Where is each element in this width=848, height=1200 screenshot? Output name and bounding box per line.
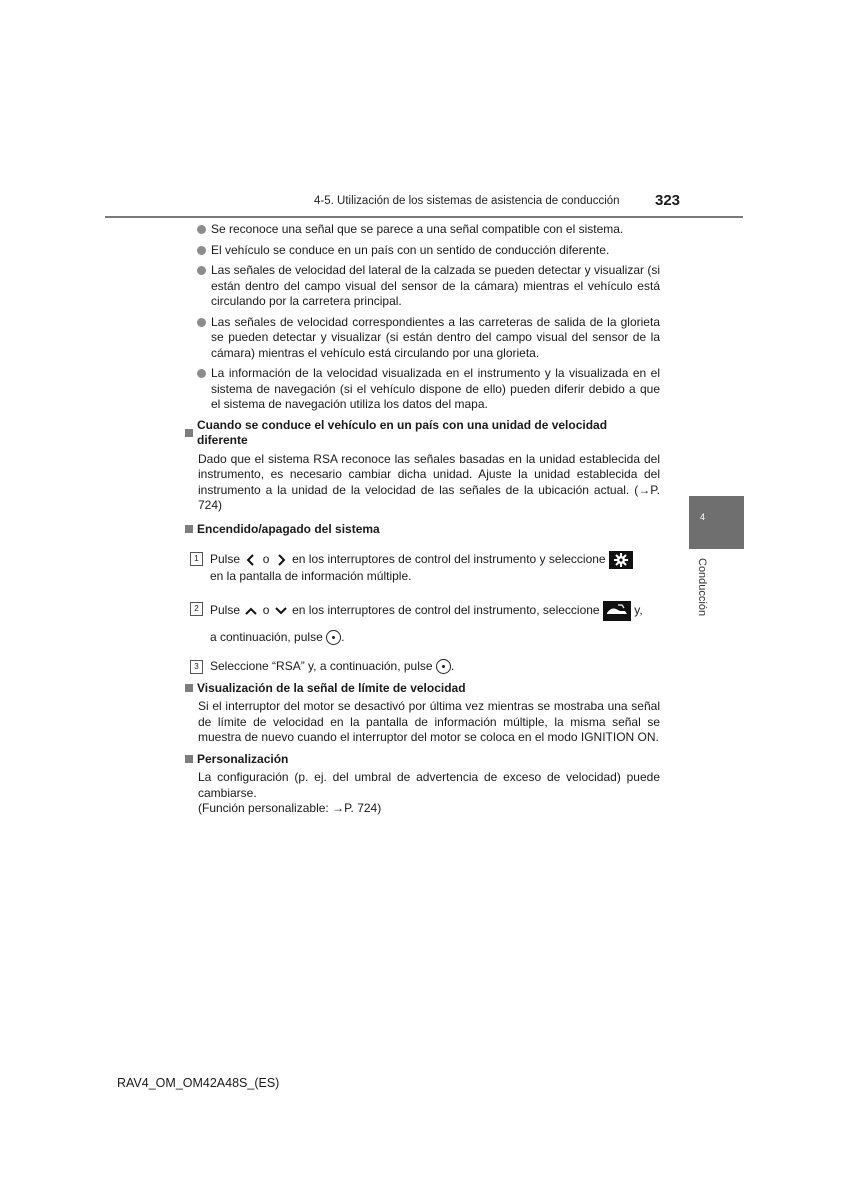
section-square-icon	[185, 525, 193, 533]
step-number: 2	[190, 602, 203, 616]
side-tab	[689, 496, 744, 549]
page-number: 323	[655, 192, 681, 209]
list-item: Se reconoce una señal que se parece a una señal compatible con el sistema.	[197, 222, 660, 238]
section-square-icon	[185, 429, 193, 437]
step-1: 1 Pulse o en los interruptores de control del instrumento y seleccione en la pantalla de información múltiple.	[185, 551, 660, 585]
section-on-off	[185, 522, 660, 675]
section-body: La configuración (p. ej. del umbral de advertencia de exceso de velocidad) puede cambiarse.	[198, 770, 660, 800]
chevron-up-icon	[243, 605, 259, 617]
section-title: Encendido/apagado del sistema	[197, 521, 380, 536]
list-item: Las señales de velocidad del lateral de la calzada se pueden detectar y visualizar (si están dentro del campo visual del sensor de la cámara) mientras el vehículo está circulando por la carretera principal.	[197, 263, 660, 310]
vehicle-assist-icon	[603, 601, 631, 621]
chevron-right-icon	[273, 553, 289, 567]
section-body: Dado que el sistema RSA reconoce las señales basadas en la unidad establecida del instrumento, es necesario cambiar dicha unidad. Ajuste la unidad establecida del instrumento a la unidad de la velocidad de las señales de la ubicación actual. (→P. 724)	[198, 451, 660, 512]
step-3: 3 Seleccione “RSA” y, a continuación, pulse .	[185, 659, 660, 675]
list-item: El vehículo se conduce en un país con un sentido de conducción diferente.	[197, 243, 660, 259]
side-tab-number: 4	[700, 512, 706, 522]
header-section-title: 4-5. Utilización de los sistemas de asistencia de conducción	[314, 195, 620, 207]
section-title: Personalización	[197, 751, 289, 766]
chevron-down-icon	[273, 605, 289, 617]
step-number: 1	[190, 552, 203, 566]
section-speed-display	[185, 681, 660, 746]
step-number: 3	[190, 660, 203, 674]
main-content	[185, 222, 660, 822]
step-2: 2 Pulse o en los interruptores de control del instrumento, seleccione y, a continuación, pulse .	[185, 601, 660, 646]
ok-button-icon	[436, 659, 451, 674]
section-speed-unit	[185, 418, 660, 514]
section-square-icon	[185, 755, 193, 763]
section-square-icon	[185, 684, 193, 692]
bullet-icon	[197, 369, 206, 378]
bullet-icon	[197, 318, 206, 327]
ok-button-icon	[326, 630, 341, 645]
footer-document-code: RAV4_OM_OM42A48S_(ES)	[117, 1076, 280, 1090]
list-item: Las señales de velocidad correspondientes a las carreteras de salida de la glorieta se pueden detectar y visualizar (si están dentro del campo visual del sensor de la cámara) mientras el vehículo está circulando por una glorieta.	[197, 315, 660, 362]
section-note: (Función personalizable: →P. 724)	[198, 801, 382, 815]
bullet-icon	[197, 266, 206, 275]
section-title: Visualización de la señal de límite de velocidad	[197, 680, 466, 695]
section-title: Cuando se conduce el vehículo en un país con una unidad de velocidad diferente	[196, 417, 608, 447]
header-rule	[105, 216, 743, 218]
side-tab-label: Conducción	[696, 558, 708, 617]
chevron-left-icon	[243, 553, 259, 567]
section-customization	[185, 752, 660, 817]
settings-gear-icon	[609, 551, 633, 569]
bullet-icon	[197, 225, 206, 234]
bullet-icon	[197, 246, 206, 255]
list-item: La información de la velocidad visualizada en el instrumento y la visualizada en el sistema de navegación (si el vehículo dispone de ello) pueden diferir debido a que el sistema de navegación utiliza los datos del mapa.	[197, 366, 660, 413]
section-body: Si el interruptor del motor se desactivó por última vez mientras se mostraba una señal de límite de velocidad en la pantalla de información múltiple, la misma señal se muestra de nuevo cuando el interruptor del motor se coloca en el modo IGNITION ON.	[198, 699, 660, 744]
